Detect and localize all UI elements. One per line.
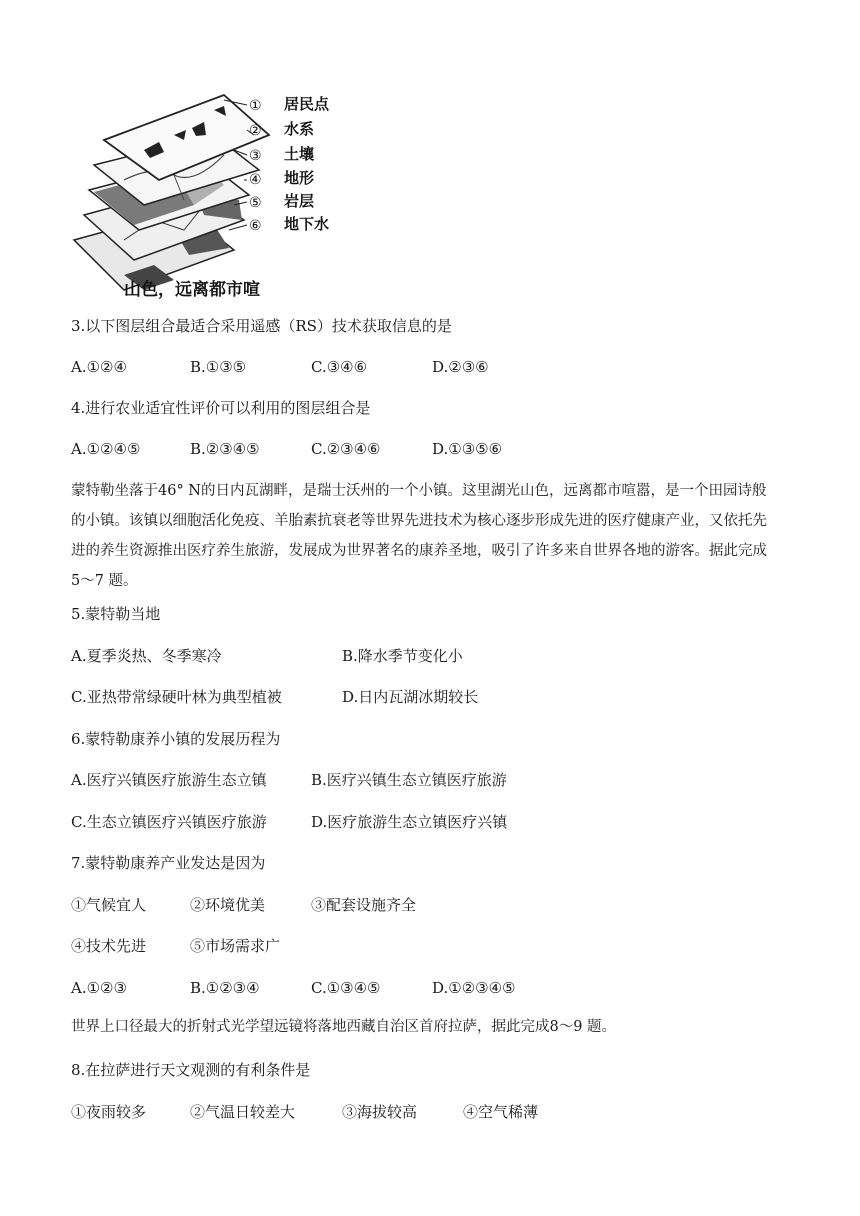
layer-2-label <box>249 120 314 139</box>
svg-text:⑤: ⑤ <box>249 195 262 211</box>
question-4-stem: 4.进行农业适宜性评价可以利用的图层组合是 <box>71 399 371 417</box>
svg-text:⑥: ⑥ <box>249 218 262 234</box>
passage-line: 世界上口径最大的折射式光学望远镜将落地西藏自治区首府拉萨，据此完成8～9 题。 <box>71 1019 617 1035</box>
q7-option-a[interactable]: A.①②③ <box>71 979 127 997</box>
q4-option-d[interactable]: D.①③⑤⑥ <box>432 440 503 458</box>
question-3-stem: 3.以下图层组合最适合采用遥感（RS）技术获取信息的是 <box>71 317 452 335</box>
question-6-stem: 6.蒙特勒康养小镇的发展历程为 <box>71 730 281 748</box>
q5-option-d[interactable]: D.日内瓦湖冰期较长 <box>342 688 479 706</box>
layer-4-label <box>249 169 315 188</box>
q8-item-4: ④空气稀薄 <box>463 1103 539 1121</box>
passage-lhasa <box>71 1012 793 1042</box>
q5-option-c[interactable]: C.亚热带常绿硬叶林为典型植被 <box>71 688 282 706</box>
question-8-stem: 8.在拉萨进行天文观测的有利条件是 <box>71 1061 311 1079</box>
q4-option-a[interactable]: A.①②④⑤ <box>71 440 141 458</box>
q3-option-d[interactable]: D.②③⑥ <box>432 358 489 376</box>
layer-3-label <box>249 145 314 164</box>
svg-text:居民点: 居民点 <box>284 95 330 113</box>
q6-option-d[interactable]: D.医疗旅游生态立镇医疗兴镇 <box>311 813 508 831</box>
passage-montreux <box>71 476 793 596</box>
layers-illustration <box>64 80 364 300</box>
question-5-stem: 5.蒙特勒当地 <box>71 605 161 623</box>
q5-option-a[interactable]: A.夏季炎热、冬季寒冷 <box>71 647 222 665</box>
svg-text:土壤: 土壤 <box>284 145 315 163</box>
q7-option-d[interactable]: D.①②③④⑤ <box>432 979 516 997</box>
q7-item-4: ④技术先进 <box>71 937 147 955</box>
q4-option-b[interactable]: B.②③④⑤ <box>190 440 260 458</box>
q4-option-c[interactable]: C.②③④⑥ <box>311 440 381 458</box>
layer-5-label <box>249 192 314 211</box>
svg-text:岩层: 岩层 <box>284 192 315 210</box>
q8-item-3: ③海拔较高 <box>342 1103 418 1121</box>
svg-text:地形: 地形 <box>284 169 315 187</box>
passage-line: 蒙特勒坐落于46° N的日内瓦湖畔，是瑞士沃州的一个小镇。这里湖光山色，远离都市喧嚣，是一个田园诗般 <box>71 483 767 499</box>
q6-option-a[interactable]: A.医疗兴镇医疗旅游生态立镇 <box>71 771 267 789</box>
figure-caption: 山色，远离都市喧 <box>124 280 260 300</box>
q6-option-c[interactable]: C.生态立镇医疗兴镇医疗旅游 <box>71 813 267 831</box>
svg-text:地下水: 地下水 <box>284 215 330 233</box>
passage-line: 进的养生资源推出医疗养生旅游，发展成为世界著名的康养圣地，吸引了许多来自世界各地的游客。据此完成 <box>71 543 767 559</box>
q3-option-a[interactable]: A.①②④ <box>71 358 127 376</box>
q7-item-2: ②环境优美 <box>190 896 266 914</box>
passage-line: 5～7 题。 <box>71 573 138 589</box>
svg-text:水系: 水系 <box>284 120 315 138</box>
layer-6-label <box>249 215 329 234</box>
q8-item-2: ②气温日较差大 <box>190 1103 296 1121</box>
q7-item-5: ⑤市场需求广 <box>190 937 281 955</box>
layer-1-label <box>249 95 330 114</box>
passage-line: 的小镇。该镇以细胞活化免疫、羊胎素抗衰老等世界先进技术为核心逐步形成先进的医疗健康产业，又依托先 <box>71 513 767 529</box>
question-7-stem: 7.蒙特勒康养产业发达是因为 <box>71 854 266 872</box>
q5-option-b[interactable]: B.降水季节变化小 <box>342 647 463 665</box>
svg-text:①: ① <box>249 98 262 114</box>
svg-text:④: ④ <box>249 172 262 188</box>
q7-item-1: ①气候宜人 <box>71 896 147 914</box>
q7-option-b[interactable]: B.①②③④ <box>190 979 260 997</box>
svg-text:②: ② <box>249 123 262 139</box>
q6-option-b[interactable]: B.医疗兴镇生态立镇医疗旅游 <box>311 771 507 789</box>
svg-text:③: ③ <box>249 148 262 164</box>
q3-option-c[interactable]: C.③④⑥ <box>311 358 368 376</box>
gis-layers-figure <box>64 80 364 300</box>
q8-item-1: ①夜雨较多 <box>71 1103 147 1121</box>
q7-option-c[interactable]: C.①③④⑤ <box>311 979 381 997</box>
q7-item-3: ③配套设施齐全 <box>311 896 417 914</box>
q3-option-b[interactable]: B.①③⑤ <box>190 358 247 376</box>
